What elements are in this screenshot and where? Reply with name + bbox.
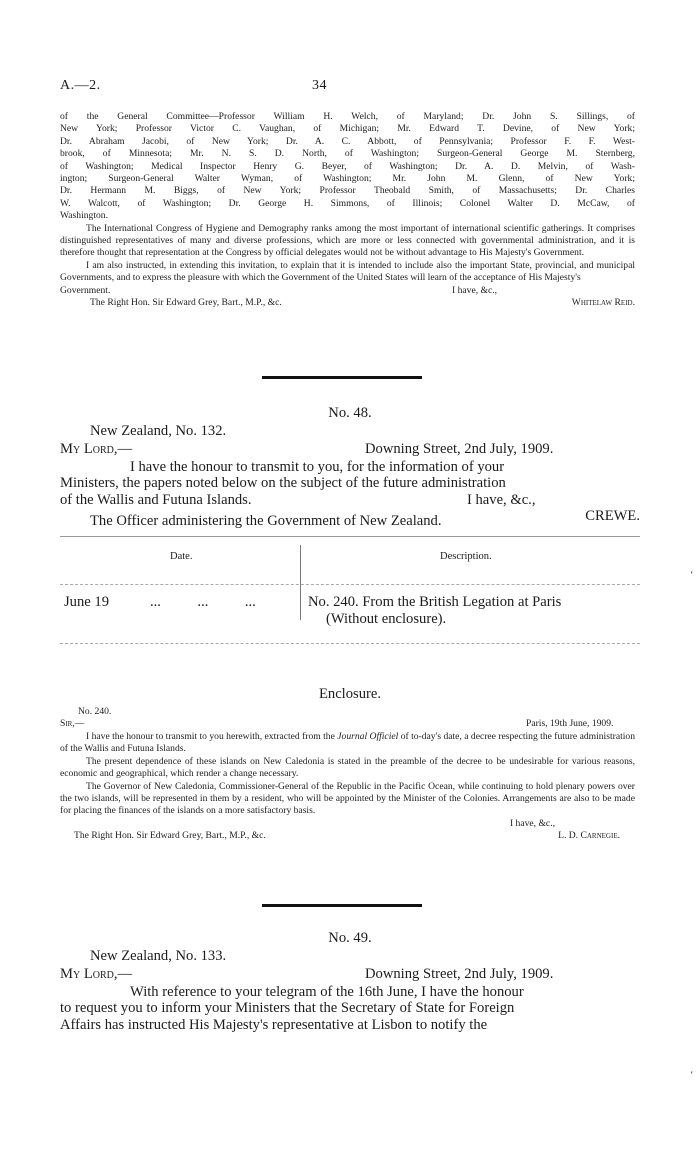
table-cell-description-note: (Without enclosure). [326,611,447,627]
no49-body [60,984,640,1033]
letter-closing: I have, &c., [452,284,498,296]
table-header-date: Date. [170,551,193,562]
committee-list [60,111,635,223]
enclosure-signature: L. D. Carnegie. [558,830,620,842]
enclosure-place-date: Paris, 19th June, 1909. [526,718,614,729]
enclosure-addressee: The Right Hon. Sir Edward Grey, Bart., M.P., &c. [74,830,266,842]
no48-reference: New Zealand, No. 132. [90,423,227,439]
no48-body-line: of the Wallis and Futuna Islands. [60,491,252,508]
committee-list-line: New York; Professor Victor C. Vaughan, of Michigan; Mr. Edward T. Devine, of New York; [60,123,635,135]
letter-addressee: The Right Hon. Sir Edward Grey, Bart., M.P., &c. [90,297,282,309]
paragraph-invitation: I am also instructed, in extending this invitation, to explain that it is intended to include also the important State, provincial, and municipal Governments, and to express the pleasure with which the Government of the United States will learn of the acceptance of His Majesty's [60,259,635,284]
no49-body-line: to request you to inform your Ministers that the Secretary of State for Foreign [60,1000,515,1017]
margin-mark: ‘ [690,570,694,581]
committee-list-line: Washington. [60,210,108,222]
paragraph-invitation-end: Government. [60,284,111,296]
margin-mark: ‘ [690,1070,694,1081]
paragraph-congress: The International Congress of Hygiene and Demography ranks among the most important of international scientific gatherings. It comprises distinguished representatives of many and diverse professions, which are more or less connected with governmental administration, and it is therefore thought that representation at the Congress by official delegates would not be without advantage to His Majesty's Government. [60,222,635,259]
no48-salutation: My Lord,— [60,441,133,457]
journal-title: Journal Officiel [337,731,399,742]
enclosure-heading: Enclosure. [318,686,381,702]
table-header-description: Description. [440,551,492,562]
enclosure-paragraph-1: I have the honour to transmit to you herewith, extracted from the Journal Officiel of to-day's date, a decree respecting the future administration of the Wallis and Futuna Islands. [60,731,635,755]
table-column-divider [300,545,301,620]
page-header-left: A.—2. [60,78,101,93]
no49-place-date: Downing Street, 2nd July, 1909. [365,966,554,982]
committee-list-line: brook, of Minnesota; Mr. N. S. D. North, of Washington; Surgeon-General George M. Sternberg, [60,148,635,160]
no49-reference: New Zealand, No. 133. [90,948,227,964]
no49-salutation: My Lord,— [60,966,133,982]
document-heading-no49: No. 49. [328,930,372,946]
no48-place-date: Downing Street, 2nd July, 1909. [365,441,554,457]
no49-body-line: Affairs has instructed His Majesty's representative at Lisbon to notify the [60,1016,488,1033]
committee-list-line: ington; Surgeon-General Walter Wyman, of Washington; Mr. John M. Glenn, of New York; [60,173,635,185]
section-divider [262,904,422,907]
enclosure-closing: I have, &c., [509,817,555,829]
table-bottom-rule [60,643,640,644]
no48-closing: I have, &c., [467,491,536,508]
enclosure-paragraph-2: The present dependence of these islands on New Caledonia is stated in the preamble of the decree to be undesirable for various reasons, economic and geographical, which render a change necessary. [60,755,635,780]
no48-signature: CREWE. [585,508,640,525]
section-divider [262,376,422,379]
table-cell-description: No. 240. From the British Legation at Paris [308,594,562,610]
committee-list-line: W. Walcott, of Washington; Dr. George H. Simmons, of Illinois; Colonel Walter D. McCaw, of [60,197,635,209]
enclosure-paragraph-3: The Governor of New Caledonia, Commissioner-General of the Republic in the Pacific Ocean, while continuing to hold plenary powers over the two islands, will be represented in them by a resident, who will be appointed by the Minister of the Colonies. Arrangements are also to be made for placing the finances of the islands on a more satisfactory basis. [60,780,635,817]
enclosure-salutation: Sir,— [60,718,85,729]
committee-list-line: Dr. Hermann M. Biggs, of New York; Professor Theobald Smith, of Massachusetts; Dr. Charles [60,185,635,197]
table-cell-leaders: ... ... ... [150,594,256,610]
document-heading-no48: No. 48. [328,405,372,421]
table-top-rule [60,536,640,537]
page-number: 34 [312,78,327,93]
enclosure-body [60,731,635,843]
committee-list-line: Dr. Abraham Jacobi, of New York; Dr. A. C. Abbott, of Pennsylvania; Professor F. F. West- [60,135,635,147]
committee-list-line: of the General Committee—Professor William H. Welch, of Maryland; Dr. John S. Sillings, of [60,111,635,122]
letter-continuation [60,111,635,309]
table-header-rule [60,584,640,585]
table-cell-date: June 19 [64,594,109,610]
letter-signature: Whitelaw Reid. [571,297,635,309]
committee-list-line: of Washington; Medical Inspector Henry G. Beyer, of Washington; Dr. A. D. Melvin, of Wash- [60,160,635,172]
no48-body-line: I have the honour to transmit to you, for the information of your [130,459,505,475]
no48-addressee: The Officer administering the Government of New Zealand. [90,513,442,529]
enclosure-reference: No. 240. [78,706,112,717]
no48-body-line: Ministers, the papers noted below on the subject of the future administration [60,475,506,492]
no49-body-line: With reference to your telegram of the 16th June, I have the honour [130,984,524,1000]
